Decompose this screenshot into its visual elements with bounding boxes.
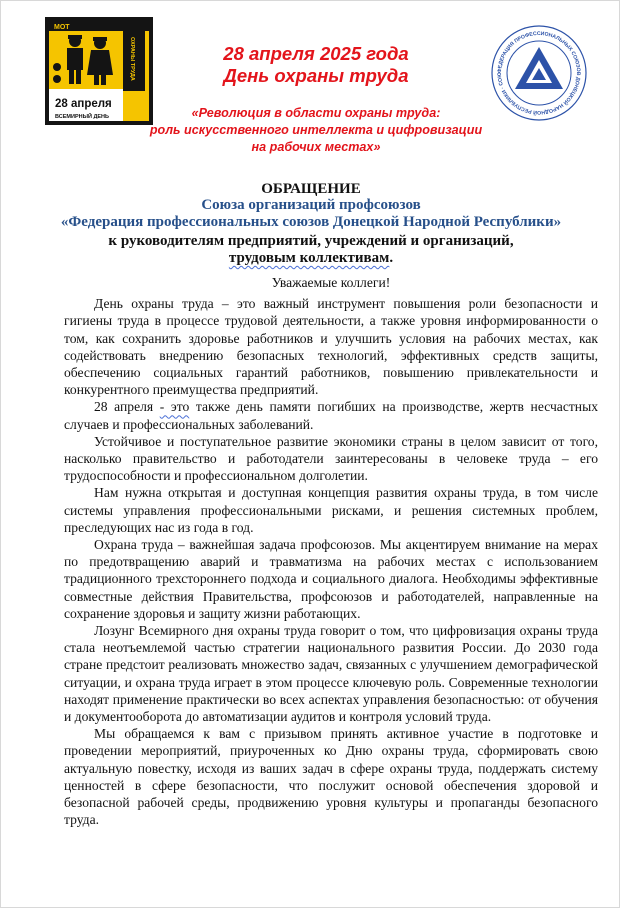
paragraph-2-rest: также день памяти погибших на производстве, жертв несчастных случаев и профессиональных заболеваний. <box>64 399 599 432</box>
salutation: Уважаемые коллеги! <box>271 275 391 290</box>
svg-text:ФЕДЕРАЦИЯ ПРОФЕССИОНАЛЬНЫХ СОЮ: ФЕДЕРАЦИЯ ПРОФЕССИОНАЛЬНЫХ СОЮЗОВ ДОНЕЦКОЙ НАРОДНОЙ РЕСПУБЛИКИ · СОЮ <box>496 30 582 116</box>
org-name-line-1: Союза организаций профсоюзов <box>201 197 421 213</box>
addressee-line-2-period: . <box>389 250 394 266</box>
paragraph-4: Нам нужна открытая и доступная концепция развития охраны труда, в том числе системы управления профессиональными рисками, и решения системных проблем, преследующих нас из года в год. <box>64 485 598 535</box>
event-day-name: День охраны труда <box>223 65 409 86</box>
theme-line: на рабочих местах» <box>251 140 381 154</box>
svg-text:ВСЕМИРНЫЙ ДЕНЬ: ВСЕМИРНЫЙ ДЕНЬ <box>55 114 109 120</box>
addressee-line-2 <box>1 249 620 268</box>
addressee-line-2-text: трудовым коллективам <box>228 250 390 266</box>
theme-line: «Революция в области охраны труда: <box>191 106 441 120</box>
federation-emblem-logo <box>489 23 589 123</box>
appeal-title: ОБРАЩЕНИЕ <box>261 181 361 197</box>
paragraph-2-date: 28 апреля <box>94 399 160 415</box>
appeal-body <box>64 272 598 829</box>
paragraph-7: Мы обращаемся к вам с призывом принять активное участие в подготовке и проведении мероприятий, приуроченных ко Дню охраны труда, сформировать свою актуальную повестку, исходя из ваших задач в сфере охраны труда, поддержать систему ценностей в сфере безопасности, что послужит основой обеспечения здоровой и безопасной рабочей среды, продвижению уровня культуры и пропаганды безопасного труда. <box>64 726 598 828</box>
addressee-line-1: к руководителям предприятий, учреждений и организаций, <box>108 233 514 249</box>
paragraph-6: Лозунг Всемирного дня охраны труда говорит о том, что цифровизация охраны труда стала неотъемлемой частью стратегии национального развития России. До 2030 года стране предстоит реализовать множество задач, связанных с улучшением демографической ситуации, и охрана труда играет в этом процессе ключевую роль. Современные технологии находят применение практически во всех аспектах управления безопасностью: от обучения и документооборота до автоматизации аудитов и контроля условий труда. <box>64 623 598 725</box>
paragraph-2 <box>64 398 598 432</box>
paragraph-5: Охрана труда – важнейшая задача профсоюзов. Мы акцентируем внимание на мерах по предотвращению аварий и травматизма на рабочих местах с использованием традиционного трехстороннего подхода и социального диалога. Необходимы эффективные совместные действия Правительства, профсоюзов и работодателей, направленные на сохранение здоровья и защиту жизни работающих. <box>64 537 598 621</box>
paragraph-2-marked: - это <box>159 399 190 415</box>
paragraph-3: Устойчивое и поступательное развитие экономики страны в целом зависит от того, насколько правительство и работодатели заинтересованы в человеке труда – его трудоспособности и профессиональном долголетии. <box>64 433 598 484</box>
svg-text:28 апреля: 28 апреля <box>55 98 112 110</box>
event-theme <box>111 105 521 156</box>
svg-text:ОХРАНЫ ТРУДА: ОХРАНЫ ТРУДА <box>129 37 135 81</box>
paragraph-1: День охраны труда – это важный инструмент повышения роли безопасности и гигиены труда в процессе трудовой деятельности, а также уровня информированности о том, как сохранить здоровье работников и улучшить условия на рабочих местах, как содействовать внедрению безопасных технологий, эффективных средств защиты, обеспечению социальных гарантий работников, повышению привлекательности и конкурентного преимущества предприятий. <box>64 296 598 398</box>
svg-text:МОТ: МОТ <box>54 24 70 31</box>
event-date: 28 апреля 2025 года <box>223 43 409 64</box>
org-name-line-2: «Федерация профессиональных союзов Донецкой Народной Республики» <box>60 214 562 230</box>
theme-line: роль искусственного интеллекта и цифровизации <box>149 123 483 137</box>
